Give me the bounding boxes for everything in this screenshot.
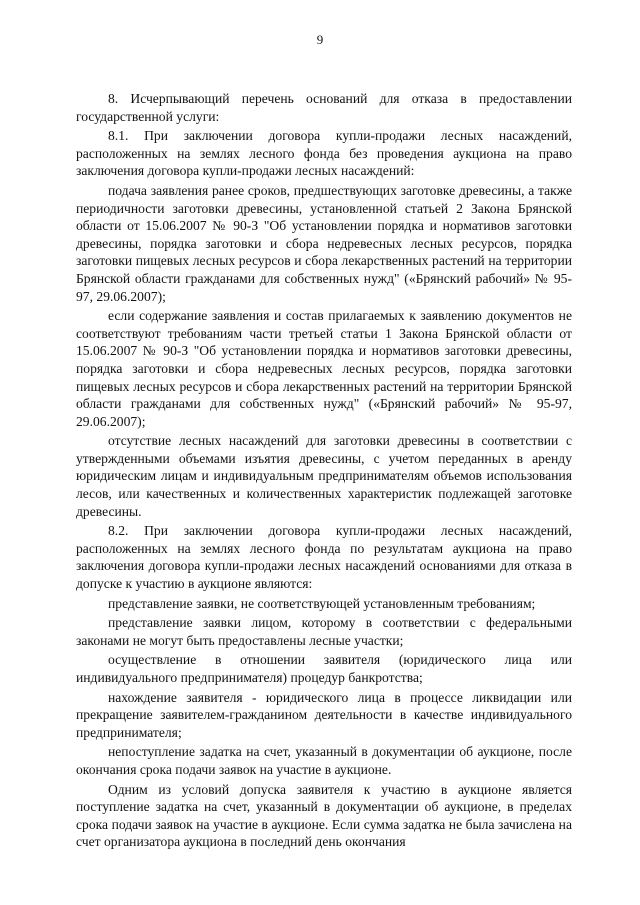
paragraph-8-2-item-5: непоступление задатка на счет, указанный в документации об аукционе, после окончания срока подачи заявок на участие в аукционе. [76, 744, 572, 777]
paragraph-8-1: 8.1. При заключении договора купли-продажи лесных насаждений, расположенных на землях лесного фонда без проведения аукциона на право заключения договора купли-продажи лесных насаждений: [76, 128, 572, 179]
paragraph-8-2: 8.2. При заключении договора купли-продажи лесных насаждений, расположенных на землях лесного фонда по результатам аукциона на право заключения договора купли-продажи лесных насаждений основаниями для отказа в допуске к участию в аукционе являются: [76, 523, 572, 592]
document-body [76, 90, 572, 851]
page-number: 9 [316, 32, 324, 47]
paragraph-8-1-item-2: если содержание заявления и состав прилагаемых к заявлению документов не соответствуют требованиям части третьей статьи 1 Закона Брянской области от 15.06.2007 № 90-З "Об установлении порядка и нормативов заготовки древесины, порядка заготовки и сбора недревесных лесных ресурсов, порядка заготовки пищевых лесных ресурсов и сбора лекарственных растений на территории Брянской области гражданами для собственных нужд" («Брянский рабочий» № 95-97, 29.06.2007); [76, 308, 572, 429]
paragraph-8-1-item-1: подача заявления ранее сроков, предшествующих заготовке древесины, а также периодичности заготовки древесины, установленной статьей 2 Закона Брянской области от 15.06.2007 № 90-З "Об установлении порядка и нормативов заготовки древесины, порядка заготовки и сбора недревесных лесных ресурсов, порядка заготовки пищевых лесных ресурсов и сбора лекарственных растений на территории Брянской области гражданами для собственных нужд" («Брянский рабочий» № 95-97, 29.06.2007); [76, 182, 572, 304]
paragraph-deposit-condition: Одним из условий допуска заявителя к участию в аукционе является поступление задатка на счет, указанный в документации об аукционе, в пределах срока подачи заявок на участие в аукционе. Если сумма задатка не была зачислена на счет организатора аукциона в последний день окончания [76, 781, 572, 850]
paragraph-8-2-item-1: представление заявки, не соответствующей установленным требованиям; [108, 595, 536, 611]
paragraph-8-2-item-2: представление заявки лицом, которому в соответствии с федеральными законами не могут быть предоставлены лесные участки; [76, 615, 572, 648]
paragraph-8-2-item-3: осуществление в отношении заявителя (юридического лица или индивидуального предпринимателя) процедур банкротства; [76, 652, 572, 685]
paragraph-8-2-item-4: нахождение заявителя - юридического лица в процессе ликвидации или прекращение заявителем-гражданином деятельности в качестве индивидуального предпринимателя; [76, 689, 572, 740]
paragraph-8-heading: 8. Исчерпывающий перечень оснований для отказа в предоставлении государственной услуги: [76, 91, 572, 124]
paragraph-8-1-item-3: отсутствие лесных насаждений для заготовки древесины в соответствии с утвержденными объемами изъятия древесины, с учетом переданных в аренду юридическим лицам и индивидуальным предпринимателям объемов использования лесов, или качественных и количественных характеристик подлежащей заготовке древесины. [76, 433, 572, 519]
